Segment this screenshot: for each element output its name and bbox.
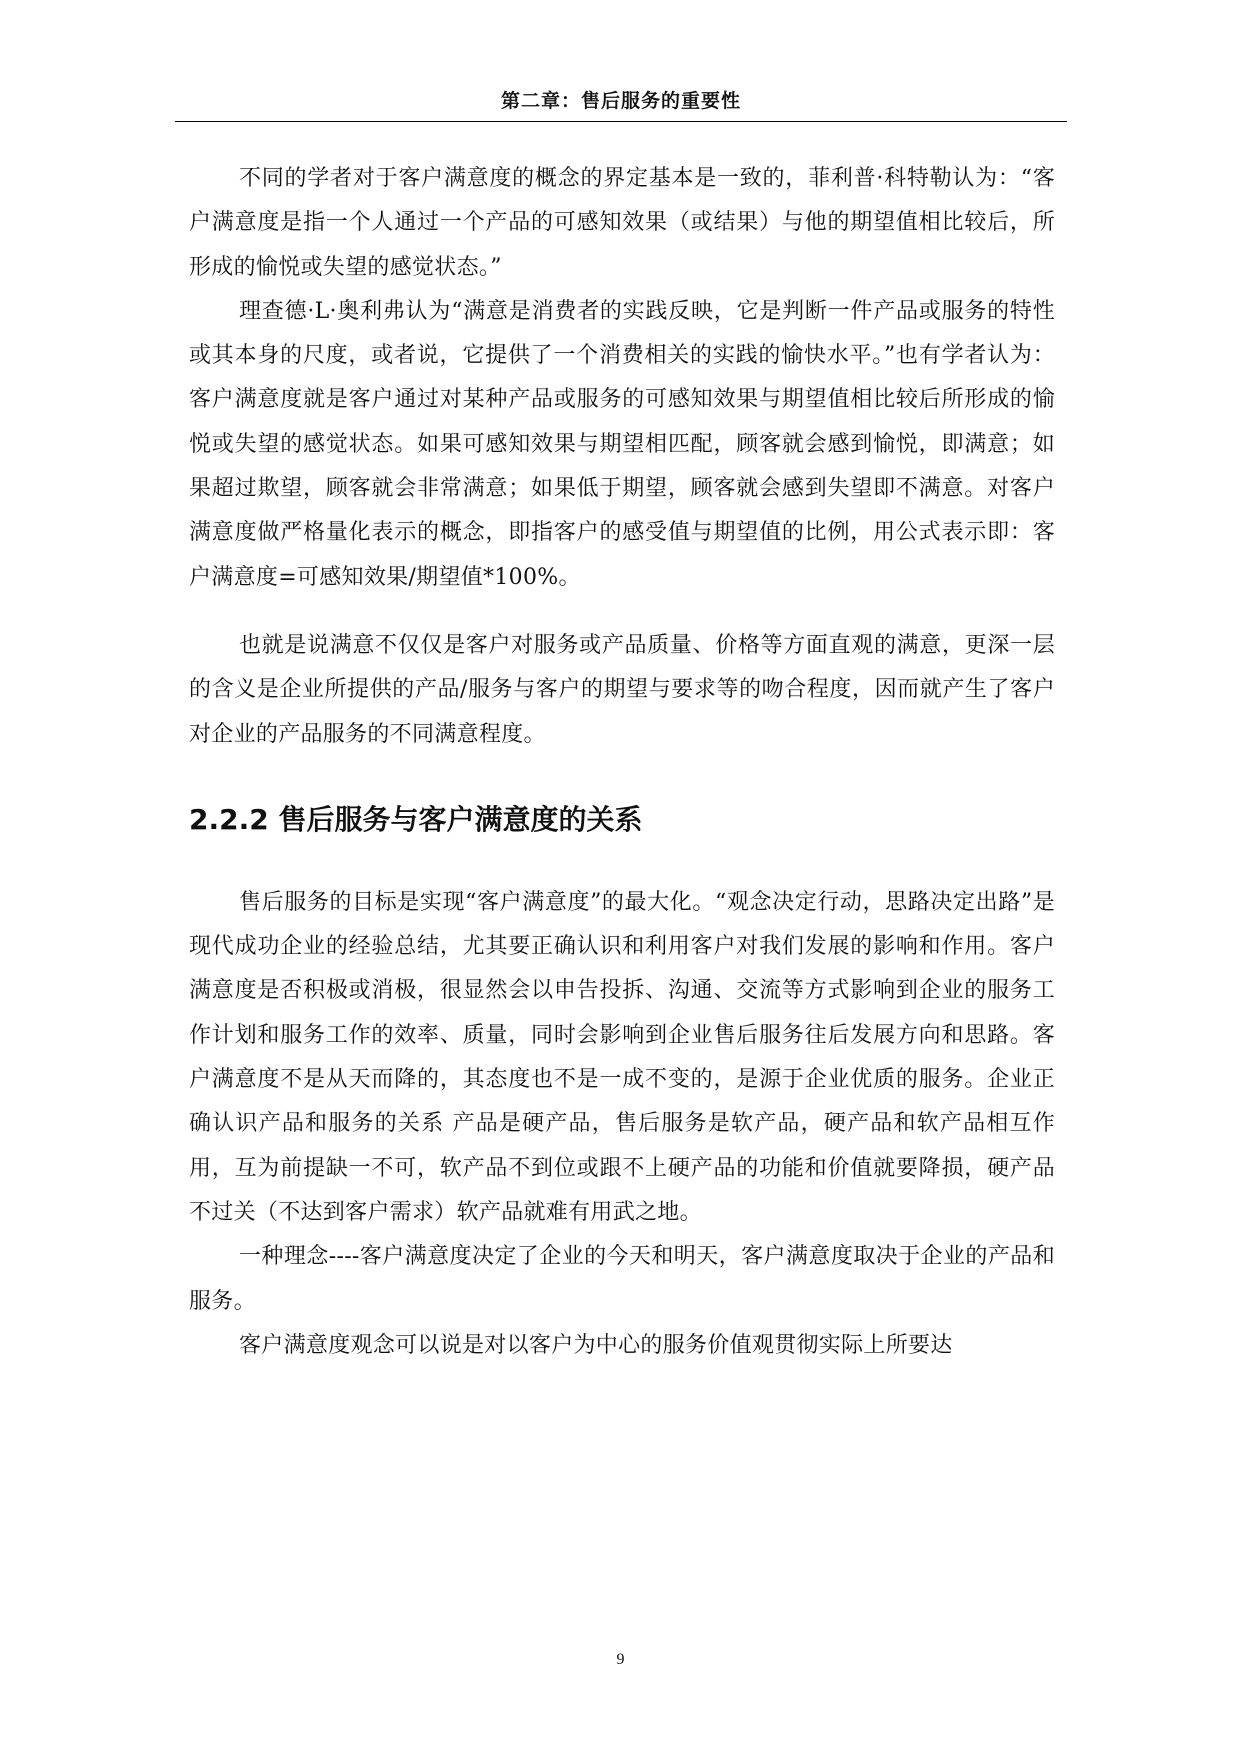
heading-spacer-bottom xyxy=(189,841,1055,881)
paragraph-service-goal: 售后服务的目标是实现“客户满意度”的最大化。“观念决定行动，思路决定出路”是现代成功企业的经验总结，尤其要正确认识和利用客户对我们发展的影响和作用。客户满意度是否积极或消极，很显然会以申告投拆、沟通、交流等方式影响到企业的服务工作计划和服务工作的效率、质量，同时会影响到企业售后服务往后发展方向和思路。客户满意度不是从天而降的，其态度也不是一成不变的，是源于企业优质的服务。企业正确认识产品和服务的关系 产品是硬产品，售后服务是软产品，硬产品和软产品相互作用，互为前提缺一不可，软产品不到位或跟不上硬产品的功能和价值就要降损，硬产品不过关（不达到客户需求）软产品就难有用武之地。 xyxy=(189,889,1055,1225)
paragraph-one-concept: 一种理念----客户满意度决定了企业的今天和明天，客户满意度取决于企业的产品和服务。 xyxy=(189,1244,1055,1314)
page-header-title: 第二章：售后服务的重要性 xyxy=(500,90,741,112)
heading-spacer-top xyxy=(189,757,1055,799)
section-heading: 2.2.2 售后服务与客户满意度的关系 xyxy=(189,802,643,836)
header-divider xyxy=(175,121,1067,122)
page-number: 9 xyxy=(616,1651,625,1668)
paragraph-spacer xyxy=(189,600,1055,624)
paragraph-kotler-definition: 不同的学者对于客户满意度的概念的界定基本是一致的，菲利普·科特勒认为：“客户满意度是指一个人通过一个产品的可感知效果（或结果）与他的期望值相比较后，所形成的愉悦或失望的感觉状态。” xyxy=(189,166,1055,280)
paragraph-oliver-definition: 理查德·L·奥利弗认为“满意是消费者的实践反映，它是判断一件产品或服务的特性或其本身的尺度，或者说，它提供了一个消费相关的实践的愉快水平。”也有学者认为：客户满意度就是客户通过对某种产品或服务的可感知效果与期望值相比较后所形成的愉悦或失望的感觉状态。如果可感知效果与期望相匹配，顾客就会感到愉悦，即满意；如果超过欺望，顾客就会非常满意；如果低于期望，顾客就会感到失望即不满意。对客户满意度做严格量化表示的概念，即指客户的感受值与期望值的比例，用公式表示即：客户满意度=可感知效果/期望值*100%。 xyxy=(189,298,1055,590)
paragraph-satisfaction-meaning: 也就是说满意不仅仅是客户对服务或产品质量、价格等方面直观的满意，更深一层的含义是企业所提供的产品/服务与客户的期望与要求等的吻合程度，因而就产生了客户对企业的产品服务的不同满意程度。 xyxy=(189,632,1055,747)
document-body xyxy=(189,157,1055,1368)
paragraph-satisfaction-concept: 客户满意度观念可以说是对以客户为中心的服务价值观贯彻实际上所要达 xyxy=(239,1332,953,1358)
